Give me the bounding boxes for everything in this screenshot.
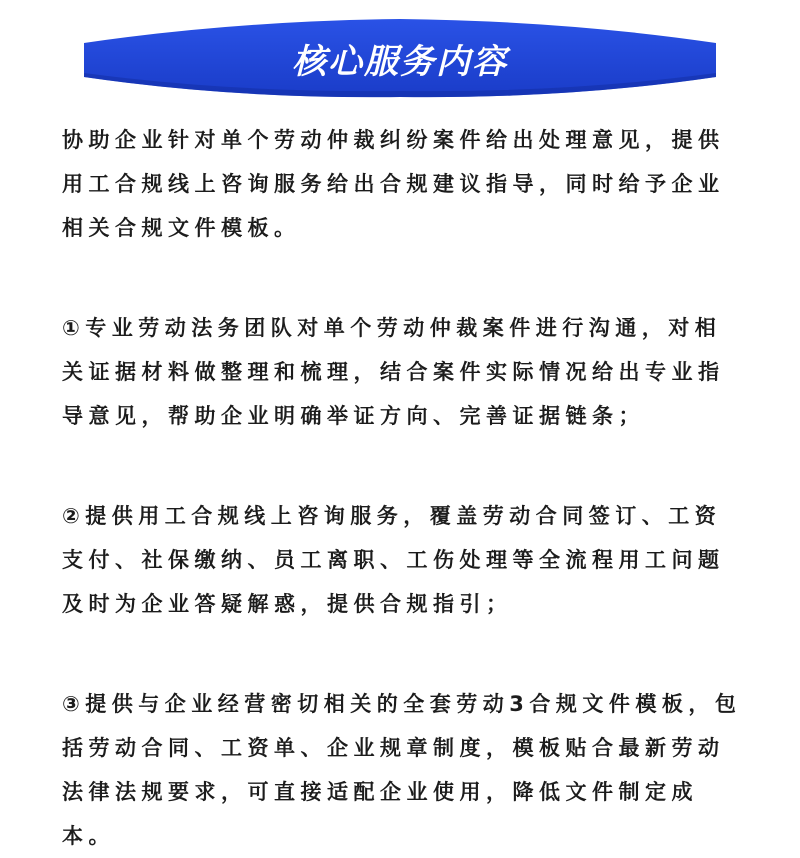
text-line: 相关合规文件模板。: [62, 216, 301, 240]
text-line: ①专业劳动法务团队对单个劳动仲裁案件进行沟通，对相: [62, 316, 722, 340]
service-item-2: [62, 494, 742, 626]
text-line: 关证据材料做整理和梳理，结合案件实际情况给出专业指: [62, 360, 725, 384]
service-item-1: [62, 306, 742, 438]
page-title: 核心服务内容: [292, 41, 508, 82]
title-banner: [84, 17, 716, 99]
text-line: ③提供与企业经营密切相关的全套劳动3合规文件模板，包: [62, 692, 742, 716]
text-line: 导意见，帮助企业明确举证方向、完善证据链条；: [62, 404, 645, 428]
text-line: 本。: [62, 824, 115, 848]
text-line: 用工合规线上咨询服务给出合规建议指导，同时给予企业: [62, 172, 725, 196]
text-line: ②提供用工合规线上咨询服务，覆盖劳动合同签订、工资: [62, 504, 722, 528]
service-item-3: [62, 682, 742, 858]
text-line: 及时为企业答疑解惑，提供合规指引；: [62, 592, 513, 616]
intro-paragraph: [62, 118, 742, 250]
text-line: 法律法规要求，可直接适配企业使用，降低文件制定成: [62, 780, 698, 804]
text-line: 括劳动合同、工资单、企业规章制度，模板贴合最新劳动: [62, 736, 725, 760]
text-line: 协助企业针对单个劳动仲裁纠纷案件给出处理意见，提供: [62, 128, 725, 152]
text-line: 支付、社保缴纳、员工离职、工伤处理等全流程用工问题: [62, 548, 725, 572]
content-body: [62, 118, 742, 858]
